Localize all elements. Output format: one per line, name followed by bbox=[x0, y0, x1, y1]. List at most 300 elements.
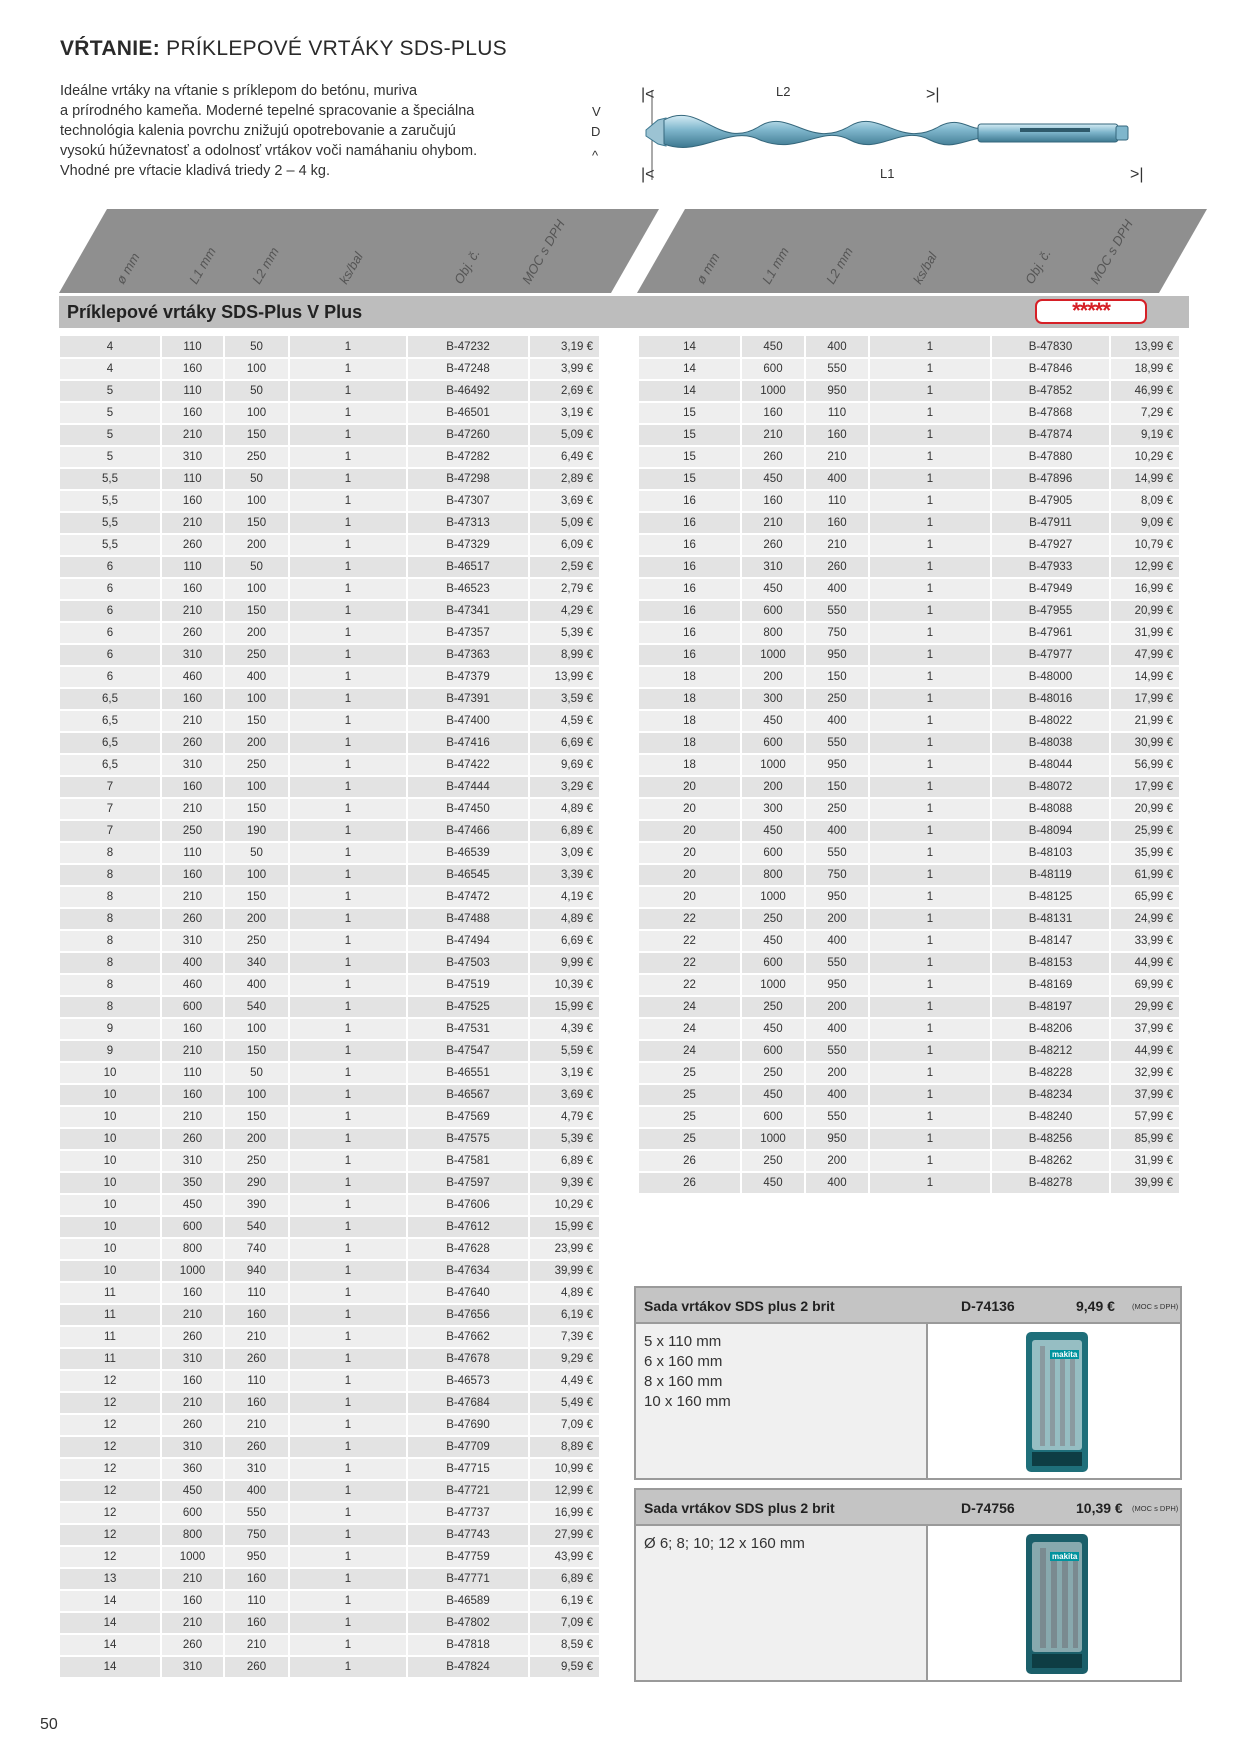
l1-cell: 160 bbox=[161, 358, 224, 380]
diameter-cell: 16 bbox=[639, 512, 741, 534]
diameter-cell: 8 bbox=[60, 908, 161, 930]
table-row bbox=[639, 468, 1180, 490]
l1-cell: 800 bbox=[161, 1238, 224, 1260]
price-cell: 44,99 € bbox=[1110, 1040, 1180, 1062]
price-cell: 30,99 € bbox=[1110, 732, 1180, 754]
price-cell: 4,89 € bbox=[529, 1282, 600, 1304]
diameter-cell: 10 bbox=[60, 1194, 161, 1216]
qty-cell: 1 bbox=[869, 952, 991, 974]
l2-cell: 210 bbox=[805, 534, 869, 556]
order-number-cell: B-47911 bbox=[991, 512, 1110, 534]
qty-cell: 1 bbox=[869, 1040, 991, 1062]
l1-cell: 110 bbox=[161, 380, 224, 402]
qty-cell: 1 bbox=[289, 1194, 407, 1216]
diameter-cell: 12 bbox=[60, 1524, 161, 1546]
qty-cell: 1 bbox=[289, 798, 407, 820]
table-row bbox=[639, 1128, 1180, 1150]
table-row bbox=[60, 1436, 600, 1458]
l2-cell: 540 bbox=[224, 1216, 289, 1238]
l2-cell: 260 bbox=[224, 1348, 289, 1370]
diameter-cell: 8 bbox=[60, 842, 161, 864]
price-cell: 7,09 € bbox=[529, 1414, 600, 1436]
diameter-cell: 12 bbox=[60, 1370, 161, 1392]
l1-cell: 210 bbox=[161, 424, 224, 446]
price-cell: 3,29 € bbox=[529, 776, 600, 798]
diameter-cell: 11 bbox=[60, 1282, 161, 1304]
l1-cell: 110 bbox=[161, 842, 224, 864]
price-cell: 3,09 € bbox=[529, 842, 600, 864]
order-number-cell: B-47933 bbox=[991, 556, 1110, 578]
qty-cell: 1 bbox=[289, 886, 407, 908]
l1-cell: 200 bbox=[741, 776, 805, 798]
order-number-cell: B-46551 bbox=[407, 1062, 529, 1084]
price-cell: 13,99 € bbox=[529, 666, 600, 688]
diameter-cell: 20 bbox=[639, 776, 741, 798]
section-bar bbox=[59, 296, 1189, 328]
l2-right-bracket: >| bbox=[926, 86, 940, 103]
price-cell: 12,99 € bbox=[529, 1480, 600, 1502]
qty-cell: 1 bbox=[869, 336, 991, 358]
l1-cell: 310 bbox=[161, 1436, 224, 1458]
table-row bbox=[639, 754, 1180, 776]
diameter-cell: 24 bbox=[639, 1040, 741, 1062]
diameter-cell: 26 bbox=[639, 1150, 741, 1172]
title-rest: PRÍKLEPOVÉ VRTÁKY SDS-PLUS bbox=[160, 37, 507, 60]
table-row bbox=[60, 380, 600, 402]
order-number-cell: B-47721 bbox=[407, 1480, 529, 1502]
price-cell: 65,99 € bbox=[1110, 886, 1180, 908]
table-row bbox=[60, 842, 600, 864]
section-title: Príklepové vrtáky SDS-Plus V Plus bbox=[67, 302, 363, 322]
table-header-left-band bbox=[59, 209, 659, 293]
l1-cell: 250 bbox=[741, 996, 805, 1018]
table-header-right bbox=[637, 209, 1207, 293]
qty-cell: 1 bbox=[289, 1172, 407, 1194]
qty-cell: 1 bbox=[289, 622, 407, 644]
price-cell: 61,99 € bbox=[1110, 864, 1180, 886]
table-row bbox=[60, 1568, 600, 1590]
l2-cell: 250 bbox=[224, 446, 289, 468]
qty-cell: 1 bbox=[289, 1326, 407, 1348]
table-row bbox=[639, 886, 1180, 908]
table-row bbox=[60, 446, 600, 468]
l1-cell: 210 bbox=[161, 512, 224, 534]
l1-cell: 260 bbox=[161, 622, 224, 644]
diameter-cell: 10 bbox=[60, 1260, 161, 1282]
order-number-cell: B-47569 bbox=[407, 1106, 529, 1128]
l2-cell: 50 bbox=[224, 380, 289, 402]
l2-cell: 200 bbox=[805, 1150, 869, 1172]
qty-cell: 1 bbox=[869, 468, 991, 490]
l2-cell: 150 bbox=[224, 512, 289, 534]
diameter-cell: 6 bbox=[60, 600, 161, 622]
qty-cell: 1 bbox=[869, 380, 991, 402]
order-number-cell: B-48103 bbox=[991, 842, 1110, 864]
table-row bbox=[60, 688, 600, 710]
l2-cell: 150 bbox=[224, 798, 289, 820]
l1-cell: 600 bbox=[741, 952, 805, 974]
l1-cell: 1000 bbox=[161, 1260, 224, 1282]
table-row bbox=[60, 1326, 600, 1348]
qty-cell: 1 bbox=[869, 1106, 991, 1128]
table-row bbox=[60, 600, 600, 622]
l1-cell: 160 bbox=[161, 1084, 224, 1106]
table-row bbox=[639, 336, 1180, 358]
price-cell: 3,99 € bbox=[529, 358, 600, 380]
order-number-cell: B-46523 bbox=[407, 578, 529, 600]
l2-cell: 950 bbox=[224, 1546, 289, 1568]
l1-cell: 260 bbox=[161, 1634, 224, 1656]
table-row bbox=[639, 688, 1180, 710]
l1-cell: 600 bbox=[741, 600, 805, 622]
l2-cell: 260 bbox=[805, 556, 869, 578]
l2-cell: 310 bbox=[224, 1458, 289, 1480]
table-row bbox=[60, 1106, 600, 1128]
price-cell: 47,99 € bbox=[1110, 644, 1180, 666]
drill-set-1 bbox=[634, 1286, 1182, 1480]
order-number-cell: B-48044 bbox=[991, 754, 1110, 776]
title-bold: VŔTANIE: bbox=[60, 37, 161, 60]
qty-cell: 1 bbox=[289, 1458, 407, 1480]
price-cell: 3,59 € bbox=[529, 688, 600, 710]
qty-cell: 1 bbox=[869, 490, 991, 512]
l1-cell: 600 bbox=[741, 842, 805, 864]
price-cell: 5,59 € bbox=[529, 1040, 600, 1062]
diameter-cell: 5 bbox=[60, 402, 161, 424]
diameter-cell: 7 bbox=[60, 798, 161, 820]
order-number-cell: B-48088 bbox=[991, 798, 1110, 820]
set-name: Sada vrtákov SDS plus 2 brit bbox=[644, 1500, 835, 1516]
diameter-cell: 8 bbox=[60, 864, 161, 886]
l2-cell: 100 bbox=[224, 864, 289, 886]
l1-cell: 160 bbox=[161, 1282, 224, 1304]
qty-cell: 1 bbox=[869, 666, 991, 688]
l1-cell: 310 bbox=[161, 930, 224, 952]
qty-cell: 1 bbox=[869, 776, 991, 798]
qty-cell: 1 bbox=[869, 402, 991, 424]
table-row bbox=[60, 1590, 600, 1612]
price-cell: 4,89 € bbox=[529, 908, 600, 930]
l2-cell: 750 bbox=[805, 864, 869, 886]
qty-cell: 1 bbox=[289, 556, 407, 578]
price-cell: 3,69 € bbox=[529, 490, 600, 512]
order-number-cell: B-47329 bbox=[407, 534, 529, 556]
price-cell: 13,99 € bbox=[1110, 336, 1180, 358]
l2-cell: 400 bbox=[805, 820, 869, 842]
table-row bbox=[60, 1150, 600, 1172]
diameter-cell: 18 bbox=[639, 688, 741, 710]
table-row bbox=[60, 1502, 600, 1524]
l1-cell: 450 bbox=[741, 930, 805, 952]
table-row bbox=[60, 1392, 600, 1414]
qty-cell: 1 bbox=[869, 974, 991, 996]
order-number-cell: B-48206 bbox=[991, 1018, 1110, 1040]
table-row bbox=[639, 1150, 1180, 1172]
dim-v: V bbox=[592, 104, 601, 119]
price-cell: 2,69 € bbox=[529, 380, 600, 402]
diameter-cell: 6,5 bbox=[60, 688, 161, 710]
order-number-cell: B-47391 bbox=[407, 688, 529, 710]
diameter-cell: 16 bbox=[639, 556, 741, 578]
diameter-cell: 14 bbox=[60, 1634, 161, 1656]
price-cell: 3,69 € bbox=[529, 1084, 600, 1106]
qty-cell: 1 bbox=[869, 930, 991, 952]
table-header-left bbox=[59, 209, 659, 293]
price-cell: 8,99 € bbox=[529, 644, 600, 666]
set-item: Ø 6; 8; 10; 12 x 160 mm bbox=[644, 1535, 805, 1552]
order-number-cell: B-47868 bbox=[991, 402, 1110, 424]
l2-cell: 210 bbox=[805, 446, 869, 468]
order-number-cell: B-47852 bbox=[991, 380, 1110, 402]
l1-cell: 110 bbox=[161, 556, 224, 578]
dim-d: D bbox=[591, 124, 601, 139]
l1-cell: 310 bbox=[161, 754, 224, 776]
diameter-cell: 16 bbox=[639, 490, 741, 512]
qty-cell: 1 bbox=[869, 358, 991, 380]
price-cell: 5,39 € bbox=[529, 1128, 600, 1150]
qty-cell: 1 bbox=[289, 1656, 407, 1678]
l2-cell: 190 bbox=[224, 820, 289, 842]
l2-cell: 150 bbox=[224, 1040, 289, 1062]
l2-cell: 400 bbox=[805, 336, 869, 358]
l2-cell: 290 bbox=[224, 1172, 289, 1194]
intro-line: technológia kalenia povrchu znižujú opotrebovanie a zaručujú bbox=[60, 123, 456, 139]
qty-cell: 1 bbox=[289, 908, 407, 930]
l2-cell: 160 bbox=[224, 1304, 289, 1326]
diameter-cell: 6,5 bbox=[60, 754, 161, 776]
l1-cell: 1000 bbox=[741, 974, 805, 996]
l2-cell: 210 bbox=[224, 1634, 289, 1656]
case-illustration bbox=[928, 1324, 1182, 1478]
table-row bbox=[60, 974, 600, 996]
diameter-cell: 14 bbox=[639, 358, 741, 380]
table-row bbox=[639, 556, 1180, 578]
l2-cell: 150 bbox=[805, 776, 869, 798]
table-row bbox=[639, 644, 1180, 666]
price-cell: 7,39 € bbox=[529, 1326, 600, 1348]
table-row bbox=[60, 578, 600, 600]
price-cell: 39,99 € bbox=[529, 1260, 600, 1282]
table-row bbox=[60, 1282, 600, 1304]
l1-cell: 210 bbox=[161, 1612, 224, 1634]
product-table-left bbox=[60, 336, 601, 1679]
diameter-cell: 22 bbox=[639, 952, 741, 974]
order-number-cell: B-47977 bbox=[991, 644, 1110, 666]
price-cell: 9,59 € bbox=[529, 1656, 600, 1678]
l2-cell: 250 bbox=[224, 1150, 289, 1172]
l2-left-bracket: |< bbox=[641, 86, 655, 103]
set-body bbox=[636, 1324, 1180, 1478]
price-cell: 4,59 € bbox=[529, 710, 600, 732]
l1-cell: 600 bbox=[161, 996, 224, 1018]
order-number-cell: B-47357 bbox=[407, 622, 529, 644]
table-row bbox=[639, 490, 1180, 512]
diameter-cell: 20 bbox=[639, 864, 741, 886]
l1-cell: 450 bbox=[741, 820, 805, 842]
price-cell: 6,89 € bbox=[529, 820, 600, 842]
set-item: 8 x 160 mm bbox=[644, 1373, 723, 1390]
l2-cell: 400 bbox=[805, 1018, 869, 1040]
table-row bbox=[639, 1040, 1180, 1062]
table-row bbox=[639, 446, 1180, 468]
diameter-cell: 16 bbox=[639, 600, 741, 622]
qty-cell: 1 bbox=[869, 534, 991, 556]
l2-cell: 400 bbox=[805, 930, 869, 952]
price-cell: 4,49 € bbox=[529, 1370, 600, 1392]
price-cell: 56,99 € bbox=[1110, 754, 1180, 776]
qty-cell: 1 bbox=[869, 754, 991, 776]
l2-cell: 100 bbox=[224, 402, 289, 424]
set-price: 9,49 € bbox=[1076, 1298, 1115, 1314]
column-header: L1 mm bbox=[186, 244, 219, 287]
l1-cell: 310 bbox=[161, 446, 224, 468]
table-row bbox=[639, 358, 1180, 380]
table-row bbox=[639, 534, 1180, 556]
price-cell: 29,99 € bbox=[1110, 996, 1180, 1018]
order-number-cell: B-47400 bbox=[407, 710, 529, 732]
l2-cell: 540 bbox=[224, 996, 289, 1018]
price-cell: 6,89 € bbox=[529, 1150, 600, 1172]
l2-cell: 200 bbox=[224, 732, 289, 754]
order-number-cell: B-47494 bbox=[407, 930, 529, 952]
order-number-cell: B-48153 bbox=[991, 952, 1110, 974]
l2-cell: 50 bbox=[224, 842, 289, 864]
column-header: Obj. č. bbox=[451, 246, 483, 287]
price-cell: 2,59 € bbox=[529, 556, 600, 578]
order-number-cell: B-47818 bbox=[407, 1634, 529, 1656]
order-number-cell: B-47737 bbox=[407, 1502, 529, 1524]
qty-cell: 1 bbox=[869, 578, 991, 600]
table-row bbox=[60, 1414, 600, 1436]
l2-cell: 100 bbox=[224, 578, 289, 600]
order-number-cell: B-47422 bbox=[407, 754, 529, 776]
price-cell: 5,49 € bbox=[529, 1392, 600, 1414]
set-items bbox=[644, 1332, 731, 1412]
qty-cell: 1 bbox=[869, 886, 991, 908]
order-number-cell: B-47503 bbox=[407, 952, 529, 974]
qty-cell: 1 bbox=[289, 820, 407, 842]
dim-caret: ^ bbox=[592, 148, 599, 163]
price-cell: 2,89 € bbox=[529, 468, 600, 490]
diameter-cell: 8 bbox=[60, 996, 161, 1018]
set-code: D-74136 bbox=[961, 1298, 1015, 1314]
l2-cell: 200 bbox=[805, 908, 869, 930]
l2-cell: 150 bbox=[224, 424, 289, 446]
l1-cell: 1000 bbox=[741, 380, 805, 402]
order-number-cell: B-48228 bbox=[991, 1062, 1110, 1084]
diameter-cell: 12 bbox=[60, 1458, 161, 1480]
qty-cell: 1 bbox=[869, 798, 991, 820]
qty-cell: 1 bbox=[869, 908, 991, 930]
set-item: 5 x 110 mm bbox=[644, 1333, 722, 1350]
price-cell: 2,79 € bbox=[529, 578, 600, 600]
order-number-cell: B-47612 bbox=[407, 1216, 529, 1238]
table-row bbox=[60, 1370, 600, 1392]
set-code: D-74756 bbox=[961, 1500, 1015, 1516]
diameter-cell: 6 bbox=[60, 666, 161, 688]
table-row bbox=[639, 1106, 1180, 1128]
table-row bbox=[639, 380, 1180, 402]
diameter-cell: 11 bbox=[60, 1304, 161, 1326]
table-row bbox=[60, 886, 600, 908]
order-number-cell: B-47880 bbox=[991, 446, 1110, 468]
qty-cell: 1 bbox=[289, 1062, 407, 1084]
table-row bbox=[60, 468, 600, 490]
table-row bbox=[60, 820, 600, 842]
table-row bbox=[639, 1062, 1180, 1084]
qty-cell: 1 bbox=[289, 1106, 407, 1128]
l1-cell: 160 bbox=[161, 776, 224, 798]
l2-cell: 100 bbox=[224, 688, 289, 710]
price-cell: 10,29 € bbox=[529, 1194, 600, 1216]
table-row bbox=[639, 996, 1180, 1018]
diameter-cell: 14 bbox=[60, 1590, 161, 1612]
order-number-cell: B-48234 bbox=[991, 1084, 1110, 1106]
table-row bbox=[60, 358, 600, 380]
l1-cell: 800 bbox=[161, 1524, 224, 1546]
price-cell: 14,99 € bbox=[1110, 666, 1180, 688]
order-number-cell: B-48147 bbox=[991, 930, 1110, 952]
case-illustration bbox=[928, 1526, 1182, 1680]
diameter-cell: 25 bbox=[639, 1128, 741, 1150]
l1-cell: 460 bbox=[161, 974, 224, 996]
l2-cell: 150 bbox=[805, 666, 869, 688]
order-number-cell: B-47678 bbox=[407, 1348, 529, 1370]
qty-cell: 1 bbox=[869, 622, 991, 644]
diameter-cell: 10 bbox=[60, 1150, 161, 1172]
l2-cell: 200 bbox=[224, 622, 289, 644]
order-number-cell: B-47444 bbox=[407, 776, 529, 798]
table-row bbox=[60, 710, 600, 732]
l1-cell: 310 bbox=[161, 1150, 224, 1172]
qty-cell: 1 bbox=[869, 512, 991, 534]
table-row bbox=[60, 930, 600, 952]
qty-cell: 1 bbox=[289, 1348, 407, 1370]
table-row bbox=[639, 1172, 1180, 1194]
drill-diagram bbox=[591, 84, 1160, 190]
diameter-cell: 25 bbox=[639, 1084, 741, 1106]
l1-cell: 160 bbox=[161, 490, 224, 512]
order-number-cell: B-47628 bbox=[407, 1238, 529, 1260]
l1-cell: 450 bbox=[741, 1172, 805, 1194]
diameter-cell: 7 bbox=[60, 776, 161, 798]
l2-cell: 550 bbox=[805, 952, 869, 974]
price-cell: 15,99 € bbox=[529, 1216, 600, 1238]
qty-cell: 1 bbox=[289, 754, 407, 776]
order-number-cell: B-46545 bbox=[407, 864, 529, 886]
qty-cell: 1 bbox=[289, 864, 407, 886]
table-row bbox=[60, 1656, 600, 1678]
price-cell: 20,99 € bbox=[1110, 600, 1180, 622]
price-cell: 27,99 € bbox=[529, 1524, 600, 1546]
l1-cell: 310 bbox=[161, 1656, 224, 1678]
l1-cell: 310 bbox=[161, 644, 224, 666]
diameter-cell: 12 bbox=[60, 1414, 161, 1436]
order-number-cell: B-47640 bbox=[407, 1282, 529, 1304]
l1-cell: 260 bbox=[161, 908, 224, 930]
order-number-cell: B-48240 bbox=[991, 1106, 1110, 1128]
order-number-cell: B-48038 bbox=[991, 732, 1110, 754]
l1-right-bracket: >| bbox=[1130, 166, 1144, 183]
l1-cell: 160 bbox=[161, 864, 224, 886]
diameter-cell: 10 bbox=[60, 1216, 161, 1238]
qty-cell: 1 bbox=[289, 688, 407, 710]
qty-cell: 1 bbox=[869, 688, 991, 710]
table-row bbox=[60, 512, 600, 534]
intro-line: Ideálne vrtáky na vŕtanie s príklepom do betónu, muriva bbox=[60, 83, 418, 99]
l1-cell: 160 bbox=[741, 490, 805, 512]
price-cell: 4,29 € bbox=[529, 600, 600, 622]
